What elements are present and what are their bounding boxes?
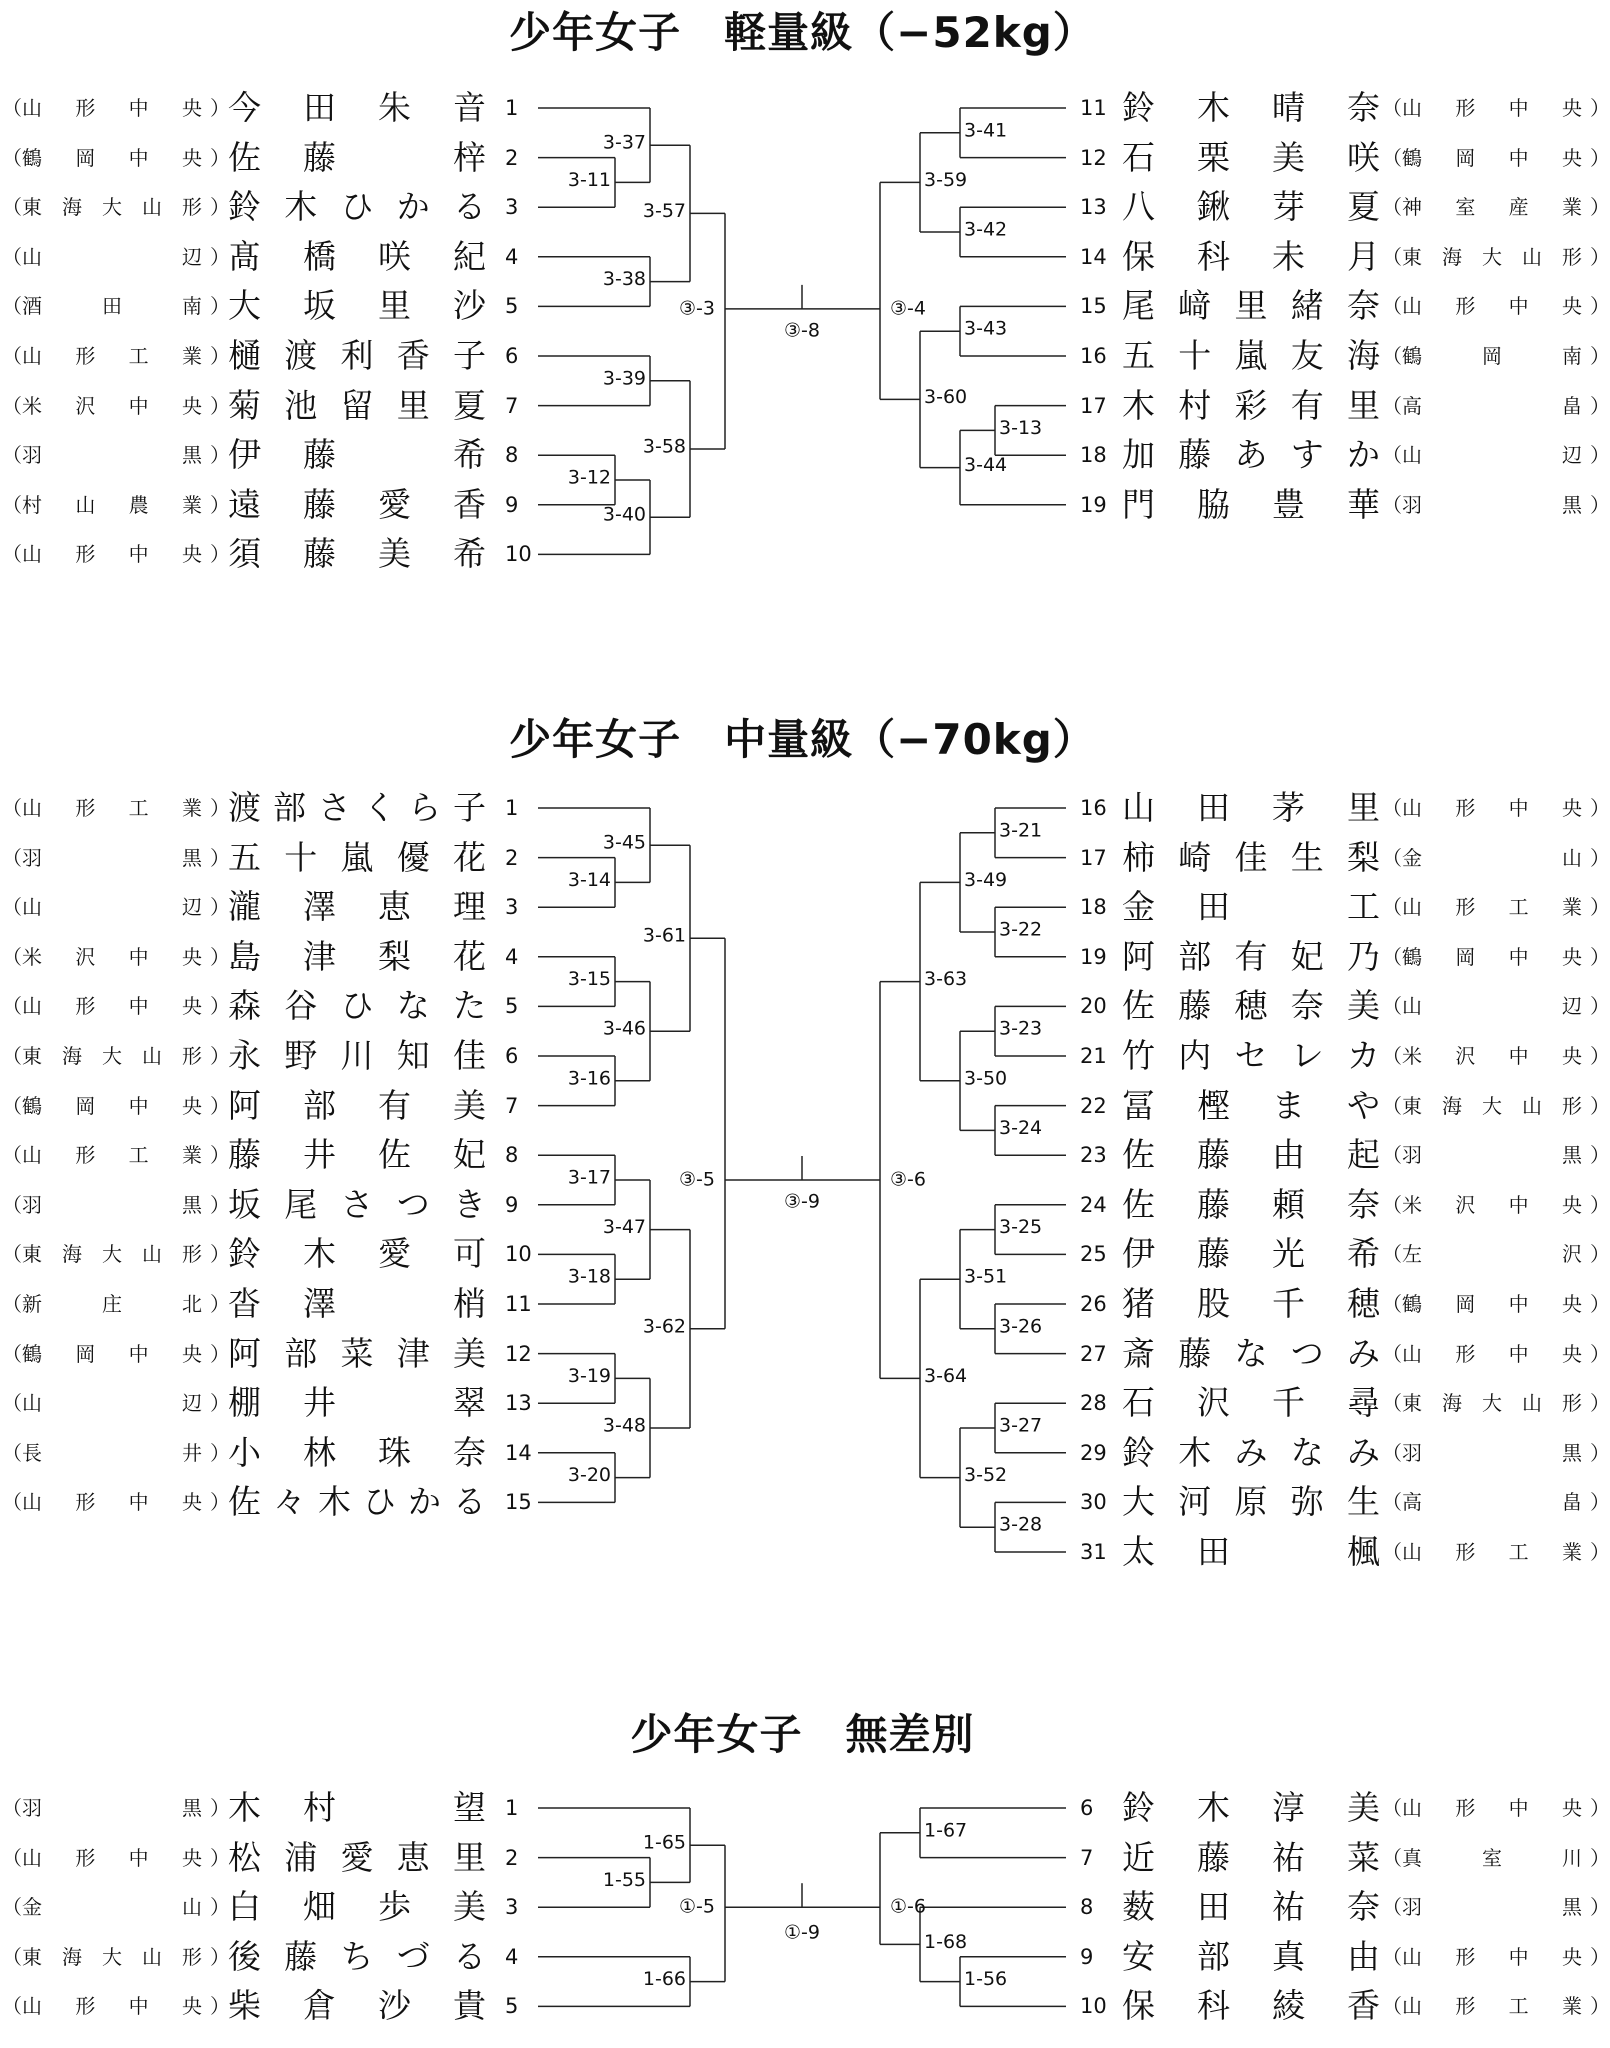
entrant-number: 16 (1080, 796, 1107, 820)
entrant-name: 棚 井 翠 (228, 1383, 486, 1423)
entrant-number: 6 (505, 1044, 519, 1068)
match-label: 3-17 (567, 1166, 611, 1189)
entrant-school: （ 鶴 岡 中 央 ） (2, 1093, 230, 1118)
entrant-number: 4 (505, 1944, 519, 1969)
match-label: 3-18 (567, 1265, 611, 1288)
match-label: 3-19 (567, 1364, 611, 1387)
match-label: 3-38 (602, 268, 646, 291)
entrant-school: （ 鶴 岡 中 央 ） (2, 1341, 230, 1366)
match-label: ③-3 (679, 297, 715, 320)
entrant-name: 金 田 工 (1122, 887, 1380, 927)
entrant-number: 16 (1080, 344, 1107, 368)
entrant-number: 10 (1080, 1994, 1107, 2019)
entrant-school: （ 東 海 大 山 形 ） (2, 1242, 230, 1267)
entrant-school: （ 新 庄 北 ） (2, 1292, 230, 1316)
match-label: 3-64 (924, 1364, 968, 1387)
entrant-name: 竹 内 セ レ カ (1122, 1036, 1380, 1075)
entrant-number: 9 (505, 1192, 519, 1217)
entrant-school: （ 村 山 農 業 ） (2, 492, 230, 517)
entrant-number: 26 (1080, 1292, 1107, 1316)
entrant-name: 木 村 望 (228, 1788, 486, 1827)
entrant-name: 樋 渡 利 香 子 (228, 336, 486, 375)
match-label: 3-25 (999, 1216, 1043, 1239)
entrant-name: 永 野 川 知 佳 (228, 1036, 486, 1075)
entrant-name: 冨 樫 ま や (1122, 1085, 1380, 1125)
entrant-name: 大 坂 里 沙 (228, 286, 486, 326)
match-label: 3-42 (964, 218, 1008, 241)
entrant-number: 4 (505, 944, 519, 969)
entrant-name: 大 河 原 弥 生 (1122, 1482, 1380, 1522)
match-label: 3-11 (567, 168, 611, 191)
entrant-school: （ 羽 黒 ） (2, 1796, 230, 1820)
match-label: 3-43 (964, 317, 1008, 340)
section-title-open-weight: 少年女子 無差別 (630, 1710, 975, 1759)
entrant-school: （ 山 形 中 央 ） (1382, 294, 1610, 319)
entrant-number: 19 (1080, 492, 1107, 517)
entrant-school: （ 羽 黒 ） (1382, 492, 1610, 517)
entrant-name: 鈴 木 淳 美 (1122, 1788, 1380, 1827)
entrant-number: 18 (1080, 895, 1107, 920)
entrant-name: 藤 井 佐 妃 (228, 1135, 486, 1175)
entrant-name: 伊 藤 希 (228, 435, 486, 475)
entrant-number: 30 (1080, 1490, 1107, 1515)
entrant-name: 鈴 木 み な み (1122, 1432, 1380, 1472)
match-label: 3-39 (602, 367, 646, 390)
entrant-number: 9 (1080, 1944, 1094, 1969)
entrant-number: 3 (505, 895, 519, 920)
entrant-number: 20 (1080, 994, 1107, 1019)
entrant-name: 森 谷 ひ な た (228, 986, 486, 1026)
match-label: ③-9 (784, 1190, 820, 1213)
entrant-number: 3 (505, 195, 519, 220)
match-label: 3-12 (567, 466, 611, 489)
entrant-school: （ 東 海 大 山 形 ） (1382, 1093, 1610, 1118)
entrant-school: （ 鶴 岡 中 央 ） (1382, 944, 1610, 969)
entrant-number: 24 (1080, 1192, 1107, 1217)
entrant-school: （ 鶴 岡 中 央 ） (1382, 145, 1610, 170)
entrant-number: 23 (1080, 1143, 1107, 1168)
entrant-school: （ 東 海 大 山 形 ） (1382, 1391, 1610, 1416)
match-label: ③-4 (890, 297, 926, 320)
match-label: 3-45 (602, 831, 646, 854)
entrant-number: 15 (1080, 294, 1107, 319)
entrant-school: （ 米 沢 中 央 ） (2, 944, 230, 969)
entrant-name: 小 林 珠 奈 (228, 1432, 486, 1472)
entrant-school: （ 鶴 岡 南 ） (1382, 344, 1610, 368)
entrant-name: 坂 尾 さ つ き (228, 1184, 486, 1224)
entrant-name: 木 村 彩 有 里 (1122, 385, 1380, 425)
match-label: 1-65 (642, 1831, 686, 1854)
match-label: 3-58 (642, 435, 686, 458)
entrant-school: （ 山 形 中 央 ） (2, 994, 230, 1019)
entrant-school: （ 山 辺 ） (2, 1391, 230, 1416)
match-label: 3-23 (999, 1017, 1043, 1040)
entrant-number: 17 (1080, 393, 1107, 418)
match-label: 3-27 (999, 1414, 1043, 1437)
entrant-name: 島 津 梨 花 (228, 936, 486, 976)
entrant-number: 1 (505, 96, 519, 120)
entrant-number: 12 (1080, 145, 1107, 170)
entrant-number: 5 (505, 994, 519, 1019)
entrant-number: 8 (505, 443, 519, 468)
entrant-name: 後 藤 ち づ る (228, 1936, 486, 1976)
entrant-number: 21 (1080, 1044, 1107, 1068)
entrant-number: 27 (1080, 1341, 1107, 1366)
entrant-number: 6 (1080, 1796, 1094, 1820)
entrant-number: 25 (1080, 1242, 1107, 1267)
entrant-name: 石 栗 美 咲 (1122, 137, 1380, 177)
match-label: 3-22 (999, 918, 1043, 941)
entrant-name: 遠 藤 愛 香 (228, 484, 486, 524)
entrant-name: 佐 藤 由 起 (1122, 1135, 1380, 1175)
entrant-school: （ 羽 黒 ） (2, 443, 230, 468)
entrant-school: （ 真 室 川 ） (1382, 1845, 1610, 1870)
match-label: 3-52 (964, 1464, 1008, 1487)
entrant-number: 4 (505, 244, 519, 269)
entrant-school: （ 高 畠 ） (1382, 393, 1610, 418)
entrant-name: 近 藤 祐 菜 (1122, 1837, 1380, 1877)
entrant-number: 14 (505, 1440, 532, 1465)
entrant-school: （ 山 形 中 央 ） (1382, 96, 1610, 120)
entrant-school: （ 米 沢 中 央 ） (2, 393, 230, 418)
entrant-number: 11 (1080, 96, 1107, 120)
entrant-name: 今 田 朱 音 (228, 88, 486, 127)
match-label: 3-47 (602, 1216, 646, 1239)
entrant-name: 佐 藤 頼 奈 (1122, 1184, 1380, 1224)
match-label: 3-28 (999, 1513, 1043, 1536)
entrant-number: 6 (505, 344, 519, 368)
entrant-school: （ 東 海 大 山 形 ） (2, 1044, 230, 1068)
entrant-name: 尾 﨑 里 緒 奈 (1122, 286, 1380, 326)
entrant-name: 伊 藤 光 希 (1122, 1234, 1380, 1274)
match-label: 1-67 (924, 1819, 968, 1842)
entrant-name: 五 十 嵐 友 海 (1122, 336, 1380, 375)
entrant-name: 薮 田 祐 奈 (1122, 1887, 1380, 1927)
entrant-name: 山 田 茅 里 (1122, 788, 1380, 827)
entrant-name: 阿 部 有 妃 乃 (1122, 936, 1380, 976)
entrant-number: 5 (505, 294, 519, 319)
entrant-name: 佐 藤 梓 (228, 137, 486, 177)
entrant-name: 菊 池 留 里 夏 (228, 385, 486, 425)
entrant-name: 佐 々 木 ひ か る (228, 1482, 486, 1522)
match-label: 1-66 (642, 1968, 686, 1991)
entrant-number: 13 (1080, 195, 1107, 220)
entrant-school: （ 神 室 産 業 ） (1382, 195, 1610, 220)
entrant-school: （ 山 形 工 業 ） (1382, 1540, 1610, 1564)
match-label: ①-6 (890, 1895, 926, 1918)
entrant-number: 19 (1080, 944, 1107, 969)
entrant-number: 14 (1080, 244, 1107, 269)
entrant-name: 佐 藤 穂 奈 美 (1122, 986, 1380, 1026)
entrant-number: 29 (1080, 1440, 1107, 1465)
entrant-name: 石 沢 千 尋 (1122, 1383, 1380, 1423)
match-label: ③-5 (679, 1168, 715, 1191)
entrant-name: 加 藤 あ す か (1122, 435, 1380, 475)
entrant-school: （ 金 山 ） (1382, 845, 1610, 870)
entrant-name: 鈴 木 晴 奈 (1122, 88, 1380, 127)
entrant-name: 鈴 木 ひ か る (228, 187, 486, 227)
entrant-school: （ 山 形 工 業 ） (1382, 895, 1610, 920)
entrant-number: 31 (1080, 1540, 1107, 1564)
match-label: 3-48 (602, 1414, 646, 1437)
entrant-school: （ 山 形 中 央 ） (1382, 1341, 1610, 1366)
entrant-number: 1 (505, 796, 519, 820)
entrant-number: 7 (1080, 1845, 1094, 1870)
entrant-name: 保 科 綾 香 (1122, 1986, 1380, 2026)
match-label: 3-14 (567, 868, 611, 891)
match-label: ③-8 (784, 319, 820, 342)
entrant-name: 安 部 真 由 (1122, 1936, 1380, 1976)
entrant-school: （ 山 辺 ） (2, 244, 230, 269)
match-label: 1-68 (924, 1930, 968, 1953)
entrant-name: 渡 部 さ く ら 子 (228, 788, 486, 827)
entrant-name: 須 藤 美 希 (228, 534, 486, 574)
entrant-name: 阿 部 有 美 (228, 1085, 486, 1125)
entrant-number: 15 (505, 1490, 532, 1515)
entrant-name: 阿 部 菜 津 美 (228, 1333, 486, 1373)
entrant-name: 髙 橋 咲 紀 (228, 236, 486, 276)
entrant-school: （ 羽 黒 ） (2, 845, 230, 870)
match-label: 3-50 (964, 1067, 1008, 1090)
entrant-school: （ 山 形 中 央 ） (1382, 796, 1610, 820)
entrant-name: 鈴 木 愛 可 (228, 1234, 486, 1274)
match-label: 3-57 (642, 199, 686, 222)
entrant-number: 7 (505, 1093, 519, 1118)
match-label: 3-41 (964, 119, 1008, 142)
entrant-name: 五 十 嵐 優 花 (228, 837, 486, 877)
match-label: 3-16 (567, 1067, 611, 1090)
entrant-name: 瀧 澤 恵 理 (228, 887, 486, 927)
entrant-school: （ 山 形 中 央 ） (2, 1490, 230, 1515)
entrant-number: 8 (1080, 1895, 1094, 1920)
entrant-school: （ 山 形 工 業 ） (2, 1143, 230, 1168)
match-label: 3-13 (999, 416, 1043, 439)
entrant-school: （ 羽 黒 ） (1382, 1143, 1610, 1168)
entrant-number: 7 (505, 393, 519, 418)
entrant-school: （ 山 辺 ） (1382, 443, 1610, 468)
match-label: 3-61 (642, 924, 686, 947)
entrant-number: 10 (505, 1242, 532, 1267)
entrant-school: （ 山 形 中 央 ） (2, 1845, 230, 1870)
entrant-school: （ 米 沢 中 央 ） (1382, 1044, 1610, 1068)
entrant-school: （ 山 辺 ） (2, 895, 230, 920)
entrant-number: 18 (1080, 443, 1107, 468)
entrant-school: （ 左 沢 ） (1382, 1242, 1610, 1267)
entrant-school: （ 山 形 工 業 ） (1382, 1994, 1610, 2019)
entrant-number: 2 (505, 845, 519, 870)
match-label: 3-44 (964, 454, 1008, 477)
entrant-number: 5 (505, 1994, 519, 2019)
match-label: 3-49 (964, 868, 1008, 891)
entrant-number: 17 (1080, 845, 1107, 870)
match-label: ①-5 (679, 1895, 715, 1918)
entrant-name: 門 脇 豊 華 (1122, 484, 1380, 524)
entrant-school: （ 山 形 中 央 ） (2, 1994, 230, 2019)
entrant-school: （ 高 畠 ） (1382, 1490, 1610, 1515)
entrant-school: （ 東 海 大 山 形 ） (2, 195, 230, 220)
entrant-name: 猪 股 千 穂 (1122, 1284, 1380, 1323)
match-label: 1-56 (964, 1968, 1008, 1991)
entrant-number: 8 (505, 1143, 519, 1168)
entrant-number: 1 (505, 1796, 519, 1820)
entrant-school: （ 東 海 大 山 形 ） (1382, 244, 1610, 269)
match-label: 3-62 (642, 1315, 686, 1338)
entrant-name: 太 田 楓 (1122, 1532, 1380, 1571)
entrant-school: （ 羽 黒 ） (1382, 1895, 1610, 1920)
section-title-lightweight: 少年女子 軽量級（−52kg） (509, 8, 1096, 57)
entrant-school: （ 羽 黒 ） (2, 1192, 230, 1217)
entrant-name: 柴 倉 沙 貴 (228, 1986, 486, 2026)
entrant-school: （ 山 形 工 業 ） (2, 344, 230, 368)
entrant-name: 柿 崎 佳 生 梨 (1122, 837, 1380, 877)
match-label: 3-46 (602, 1017, 646, 1040)
entrant-school: （ 金 山 ） (2, 1895, 230, 1920)
match-label: 3-60 (924, 385, 968, 408)
entrant-number: 2 (505, 1845, 519, 1870)
entrant-number: 13 (505, 1391, 532, 1416)
match-label: 3-15 (567, 968, 611, 991)
match-label: 3-40 (602, 503, 646, 526)
entrant-school: （ 山 形 中 央 ） (2, 542, 230, 567)
entrant-name: 沓 澤 梢 (228, 1284, 486, 1323)
entrant-school: （ 酒 田 南 ） (2, 294, 230, 319)
entrant-school: （ 鶴 岡 中 央 ） (1382, 1292, 1610, 1316)
match-label: 3-51 (964, 1265, 1008, 1288)
entrant-name: 白 畑 歩 美 (228, 1887, 486, 1927)
entrant-school: （ 鶴 岡 中 央 ） (2, 145, 230, 170)
entrant-number: 12 (505, 1341, 532, 1366)
entrant-number: 9 (505, 492, 519, 517)
entrant-school: （ 東 海 大 山 形 ） (2, 1944, 230, 1969)
entrant-name: 保 科 未 月 (1122, 236, 1380, 276)
match-label: 3-20 (567, 1464, 611, 1487)
match-label: 3-21 (999, 819, 1043, 842)
entrant-name: 松 浦 愛 恵 里 (228, 1837, 486, 1877)
entrant-number: 2 (505, 145, 519, 170)
entrant-name: 斎 藤 な つ み (1122, 1333, 1380, 1373)
match-label: 3-37 (602, 131, 646, 154)
entrant-school: （ 米 沢 中 央 ） (1382, 1192, 1610, 1217)
match-label: 3-59 (924, 168, 968, 191)
match-label: 1-55 (602, 1868, 646, 1891)
entrant-school: （ 山 辺 ） (1382, 994, 1610, 1019)
entrant-number: 3 (505, 1895, 519, 1920)
entrant-number: 28 (1080, 1391, 1107, 1416)
entrant-school: （ 山 形 工 業 ） (2, 796, 230, 820)
section-title-middleweight: 少年女子 中量級（−70kg） (509, 715, 1096, 764)
match-label: 3-24 (999, 1116, 1043, 1139)
entrant-school: （ 山 形 中 央 ） (2, 96, 230, 120)
entrant-school: （ 山 形 中 央 ） (1382, 1944, 1610, 1969)
entrant-number: 22 (1080, 1093, 1107, 1118)
entrant-number: 11 (505, 1292, 532, 1316)
match-label: ①-9 (784, 1921, 820, 1944)
match-label: 3-63 (924, 968, 968, 991)
entrant-number: 10 (505, 542, 532, 567)
entrant-name: 八 鍬 芽 夏 (1122, 187, 1380, 227)
entrant-school: （ 羽 黒 ） (1382, 1440, 1610, 1465)
entrant-school: （ 山 形 中 央 ） (1382, 1796, 1610, 1820)
entrant-school: （ 長 井 ） (2, 1440, 230, 1465)
match-label: 3-26 (999, 1315, 1043, 1338)
match-label: ③-6 (890, 1168, 926, 1191)
